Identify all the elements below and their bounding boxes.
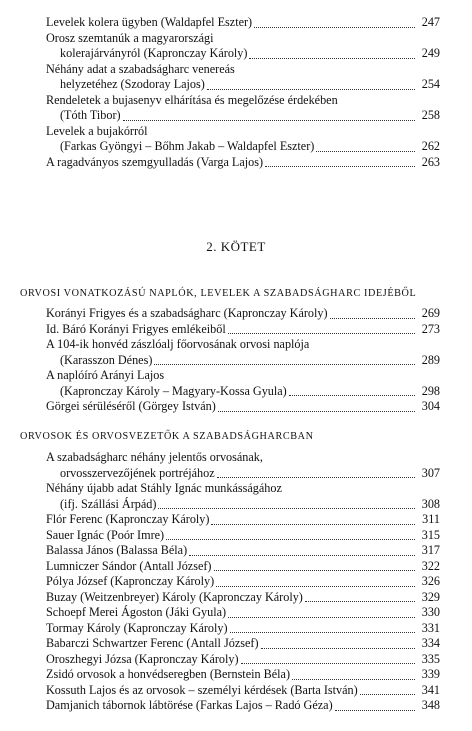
toc-page-number: 308 [421, 496, 440, 511]
section-heading-2: ORVOSOK ÉS ORVOSVEZETŐK A SZABADSÁGHARCBAN [20, 431, 314, 442]
dot-leader [189, 555, 415, 556]
toc-entry [46, 450, 440, 481]
toc-entry [46, 322, 440, 338]
dot-leader [241, 663, 415, 664]
toc-entry [46, 306, 440, 322]
toc-entry-title: Görgei sérüléséről (Görgey István) [46, 399, 216, 413]
toc-entry [46, 605, 440, 621]
toc-entry [46, 574, 440, 590]
toc-page-number: 262 [421, 139, 440, 153]
toc-entry-title: Tormay Károly (Kapronczay Károly) [46, 620, 228, 635]
dot-leader [292, 679, 415, 680]
dot-leader [360, 694, 415, 695]
toc-entry [46, 512, 440, 528]
dot-leader [254, 27, 415, 28]
toc-entry-title: Damjanich tábornok lábtörése (Farkas Lajos – Radó Géza) [46, 698, 333, 712]
toc-page-number: 334 [421, 636, 440, 650]
toc-page-number: 269 [421, 306, 440, 320]
section-heading-1: ORVOSI VONATKOZÁSÚ NAPLÓK, LEVELEK A SZABADSÁGHARC IDEJÉBŐL [20, 288, 417, 299]
toc-page-number: 348 [421, 698, 440, 712]
toc-entry [46, 528, 440, 544]
toc-entry-title: Buzay (Weitzenbreyer) Károly (Kapronczay Károly) [46, 589, 303, 604]
toc-page-number: 330 [421, 605, 440, 619]
toc-entry [46, 155, 440, 171]
toc-entry-title: Levelek kolera ügyben (Waldapfel Eszter) [46, 15, 253, 29]
toc-entry [46, 590, 440, 606]
dot-leader [261, 648, 415, 649]
toc-entry [46, 667, 440, 683]
volume-title: 2. KÖTET [206, 239, 266, 254]
toc-entry [46, 124, 440, 155]
toc-page-number: 329 [421, 589, 440, 604]
toc-entry-title: Korányi Frigyes és a szabadságharc (Kapronczay Károly) [46, 306, 328, 320]
toc-entry [46, 62, 440, 93]
toc-entry [46, 31, 440, 62]
dot-leader [335, 710, 415, 711]
dot-leader [123, 120, 415, 121]
toc-entry-title: Oroszhegyi Józsa (Kapronczay Károly) [46, 651, 239, 666]
dot-leader [154, 364, 415, 365]
toc-entry [46, 15, 440, 31]
toc-entry-title: Sauer Ignác (Poór Imre) [46, 527, 165, 542]
toc-page-number: 311 [422, 512, 440, 526]
toc-top-list [46, 15, 440, 170]
toc-entry [46, 93, 440, 124]
dot-leader [207, 89, 415, 90]
dot-leader [217, 477, 415, 478]
toc-entry-title: Néhány újabb adat Stáhly Ignác munkásságához [46, 481, 282, 495]
toc-section-1-list [46, 306, 440, 415]
toc-entry [46, 621, 440, 637]
toc-page-number: 331 [421, 620, 440, 635]
toc-page-number: 298 [421, 383, 440, 398]
toc-entry [46, 543, 440, 559]
toc-entry [46, 368, 440, 399]
toc-entry [46, 559, 440, 575]
toc-entry-title: A ragadványos szemgyulladás (Varga Lajos) [46, 154, 264, 169]
dot-leader [265, 166, 415, 167]
dot-leader [330, 318, 415, 319]
toc-page-number: 304 [421, 399, 440, 413]
toc-page-number: 339 [421, 667, 440, 681]
toc-entry-title: (ifj. Szállási Árpád) [60, 496, 157, 511]
toc-page-number: 247 [421, 15, 440, 29]
toc-page-number: 341 [421, 682, 440, 697]
toc-page-number: 307 [421, 465, 440, 480]
toc-entry-title: (Farkas Gyöngyi – Bőhm Jakab – Waldapfel Eszter) [60, 139, 315, 153]
toc-entry-title: Schoepf Merei Ágoston (Jáki Gyula) [46, 605, 227, 619]
toc-entry-title: A naplóíró Arányi Lajos [46, 368, 165, 382]
toc-entry-title: Levelek a bujakórról [46, 123, 148, 138]
dot-leader [216, 586, 415, 587]
toc-entry [46, 337, 440, 368]
toc-page-number: 322 [421, 558, 440, 573]
toc-page-number: 249 [421, 46, 440, 60]
toc-page-number: 326 [421, 574, 440, 588]
toc-entry [46, 683, 440, 699]
toc-entry-title: (Tóth Tibor) [60, 108, 121, 122]
toc-page-number: 335 [421, 651, 440, 666]
dot-leader [316, 151, 415, 152]
dot-leader [289, 395, 415, 396]
dot-leader [158, 508, 415, 509]
toc-entry-title: helyzetéhez (Szodoray Lajos) [60, 77, 205, 91]
toc-entry-title: Rendeletek a bujasenyv elhárítása és megelőzése érdekében [46, 92, 338, 107]
toc-entry-title: Babarczi Schwartzer Ferenc (Antall József) [46, 636, 259, 650]
toc-entry-title: Balassa János (Balassa Béla) [46, 543, 188, 557]
toc-entry [46, 636, 440, 652]
toc-entry-title: Orosz szemtanúk a magyarországi [46, 30, 214, 45]
toc-entry-title: Zsidó orvosok a honvédseregben (Bernstein Béla) [46, 667, 291, 681]
toc-page-number: 317 [421, 543, 440, 557]
toc-entry-title: orvosszervezőjének portréjához [60, 465, 215, 480]
toc-entry [46, 652, 440, 668]
toc-entry-title: A szabadságharc néhány jelentős orvosának, [46, 450, 263, 464]
dot-leader [218, 411, 415, 412]
toc-entry-title: Kossuth Lajos és az orvosok – személyi kérdések (Barta István) [46, 682, 358, 697]
toc-entry-title: Flór Ferenc (Kapronczay Károly) [46, 512, 210, 526]
toc-page-number: 258 [421, 108, 440, 122]
toc-entry-title: (Kapronczay Károly – Magyary-Kossa Gyula) [60, 383, 287, 398]
toc-entry-title: A 104-ik honvéd zászlóalj főorvosának orvosi naplója [46, 337, 310, 351]
toc-page-number: 315 [421, 527, 440, 542]
dot-leader [249, 58, 415, 59]
toc-entry-title: Id. Báró Korányi Frigyes emlékeiből [46, 321, 226, 336]
toc-page-number: 289 [421, 352, 440, 367]
dot-leader [211, 524, 415, 525]
dot-leader [166, 539, 415, 540]
toc-entry-title: Néhány adat a szabadságharc venereás [46, 61, 235, 76]
dot-leader [228, 617, 415, 618]
toc-entry [46, 481, 440, 512]
dot-leader [214, 570, 416, 571]
toc-section-2-list [46, 450, 440, 714]
toc-entry-title: (Karasszon Dénes) [60, 352, 153, 367]
dot-leader [230, 632, 415, 633]
dot-leader [228, 333, 415, 334]
toc-page-number: 263 [421, 154, 440, 169]
dot-leader [305, 601, 415, 602]
toc-entry-title: kolerajárványról (Kapronczay Károly) [60, 46, 248, 60]
toc-page-number: 254 [421, 77, 440, 91]
toc-page-number: 273 [421, 321, 440, 336]
toc-entry [46, 399, 440, 415]
toc-entry-title: Lumniczer Sándor (Antall József) [46, 558, 212, 573]
toc-entry-title: Pólya József (Kapronczay Károly) [46, 574, 215, 588]
toc-entry [46, 698, 440, 714]
